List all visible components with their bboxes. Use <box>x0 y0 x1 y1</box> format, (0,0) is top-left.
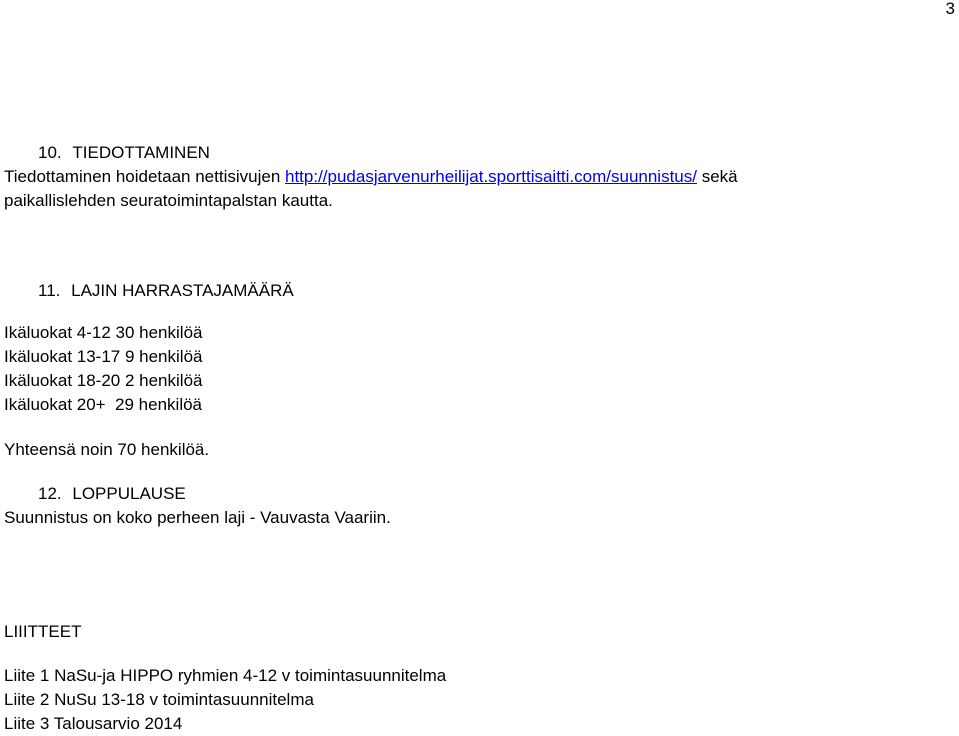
list-item: Ikäluokat 20+ 29 henkilöä <box>4 395 203 414</box>
section-number: 11. <box>38 281 61 300</box>
website-link[interactable]: http://pudasjarvenurheilijat.sporttisaitti.com/suunnistus/ <box>285 167 697 186</box>
age-group-list <box>4 321 202 417</box>
section-number: 10. <box>38 143 62 162</box>
list-item: Liite 3 Talousarvio 2014 <box>4 714 183 733</box>
paragraph-text: sekä <box>696 167 738 186</box>
list-item: Ikäluokat 13-17 9 henkilöä <box>4 347 203 366</box>
attachments-title: LIIITTEET <box>4 622 82 641</box>
list-item: Ikäluokat 4-12 30 henkilöä <box>4 323 203 342</box>
section-harrastajamaara <box>4 279 294 303</box>
section-heading <box>4 141 738 165</box>
section-title: LAJIN HARRASTAJAMÄÄRÄ <box>71 281 294 300</box>
paragraph-text: Tiedottaminen hoidetaan nettisivujen <box>4 167 285 186</box>
paragraph-line: paikallislehden seuratoimintapalstan kautta. <box>4 191 333 210</box>
paragraph-line: Suunnistus on koko perheen laji - Vauvasta Vaariin. <box>4 508 391 527</box>
attachments-list <box>4 664 446 736</box>
paragraph-line <box>4 165 738 189</box>
section-title: TIEDOTTAMINEN <box>72 143 210 162</box>
list-item: Liite 1 NaSu-ja HIPPO ryhmien 4-12 v toimintasuunnitelma <box>4 666 447 685</box>
list-item: Ikäluokat 18-20 2 henkilöä <box>4 371 203 390</box>
list-item: Liite 2 NuSu 13-18 v toimintasuunnitelma <box>4 690 314 709</box>
section-tiedottaminen <box>4 141 738 213</box>
section-title: LOPPULAUSE <box>72 484 186 503</box>
section-number: 12. <box>38 484 62 503</box>
section-heading <box>4 482 391 506</box>
section-loppulause <box>4 482 391 530</box>
total-line: Yhteensä noin 70 henkilöä. <box>4 440 210 459</box>
section-heading <box>4 279 294 303</box>
page-number: 3 <box>945 0 955 18</box>
